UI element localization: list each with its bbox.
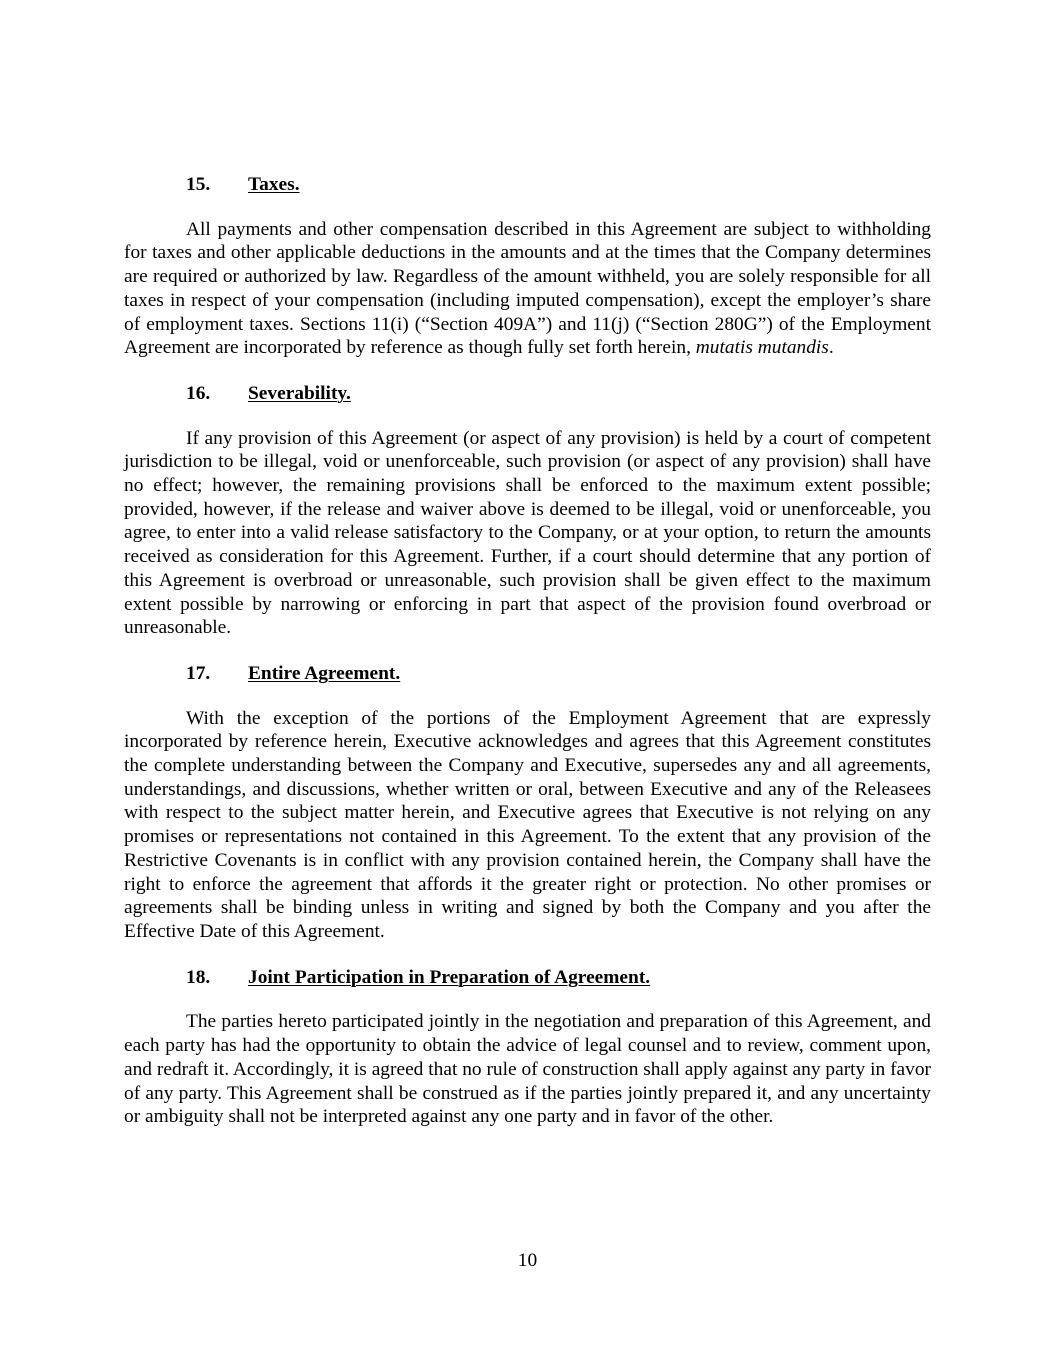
paragraph-text: All payments and other compensation described in this Agreement are subject to withholding for taxes and other applicable deductions in the amounts and at the times that the Company determines are required or authorized by law. Regardless of the amount withheld, you are solely responsible for all taxes in respect of your compensation (including imputed compensation), except the employer’s share of employment taxes. Sections 11(i) (“Section 409A”) and 11(j) (“Section 280G”) of the Employment Agreement are incorporated by reference as though fully set forth herein, xyxy=(124,218,931,359)
section-title: Taxes. xyxy=(248,174,300,195)
section-paragraph-entire-agreement: With the exception of the portions of the Employment Agreement that are expressly incorporated by reference herein, Executive acknowledges and agrees that this Agreement constitutes the complete understanding between the Company and Executive, supersedes any and all agreements, understandings, and discussions, whether written or oral, between Executive and any of the Releasees with respect to the subject matter herein, and Executive agrees that Executive is not relying on any promises or representations not contained in this Agreement. To the extent that any provision of the Restrictive Covenants is in conflict with any provision contained herein, the Company shall have the right to enforce the agreement that affords it the greater right or protection. No other promises or agreements shall be binding unless in writing and signed by both the Company and you after the Effective Date of this Agreement. xyxy=(124,707,931,942)
section-paragraph-joint-participation: The parties hereto participated jointly in the negotiation and preparation of this Agreement, and each party has had the opportunity to obtain the advice of legal counsel and to review, comment upon, and redraft it. Accordingly, it is agreed that no rule of construction shall apply against any party in favor of any party. This Agreement shall be construed as if the parties jointly prepared it, and any uncertainty or ambiguity shall not be interpreted against any one party and in favor of the other. xyxy=(124,1011,931,1128)
section-heading-severability xyxy=(124,382,931,406)
section-paragraph-severability: If any provision of this Agreement (or aspect of any provision) is held by a court of competent jurisdiction to be illegal, void or unenforceable, such provision (or aspect of any provision) shall have no effect; however, the remaining provisions shall be enforced to the maximum extent possible; provided, however, if the release and waiver above is deemed to be illegal, void or unenforceable, you agree, to enter into a valid release satisfactory to the Company, or at your option, to return the amounts received as consideration for this Agreement. Further, if a court should determine that any portion of this Agreement is overbroad or unreasonable, such provision shall be given effect to the maximum extent possible by narrowing or enforcing in part that aspect of the provision found overbroad or unreasonable. xyxy=(124,427,931,639)
section-number: 16. xyxy=(186,382,211,404)
section-heading-entire-agreement xyxy=(124,662,931,686)
section-paragraph-taxes xyxy=(124,218,931,360)
paragraph-end: . xyxy=(828,337,834,359)
section-number: 18. xyxy=(186,966,211,988)
section-number: 17. xyxy=(186,662,211,684)
section-heading-taxes xyxy=(124,173,931,197)
section-heading-joint-participation xyxy=(124,966,931,990)
paragraph-italic-text: mutatis mutandis xyxy=(695,337,829,359)
section-number: 15. xyxy=(186,174,211,195)
section-title: Entire Agreement. xyxy=(248,662,401,684)
section-title: Severability. xyxy=(248,382,351,404)
page-number: 10 xyxy=(517,1250,538,1271)
document-body xyxy=(124,173,931,1151)
section-title: Joint Participation in Preparation of Agreement. xyxy=(248,966,651,988)
